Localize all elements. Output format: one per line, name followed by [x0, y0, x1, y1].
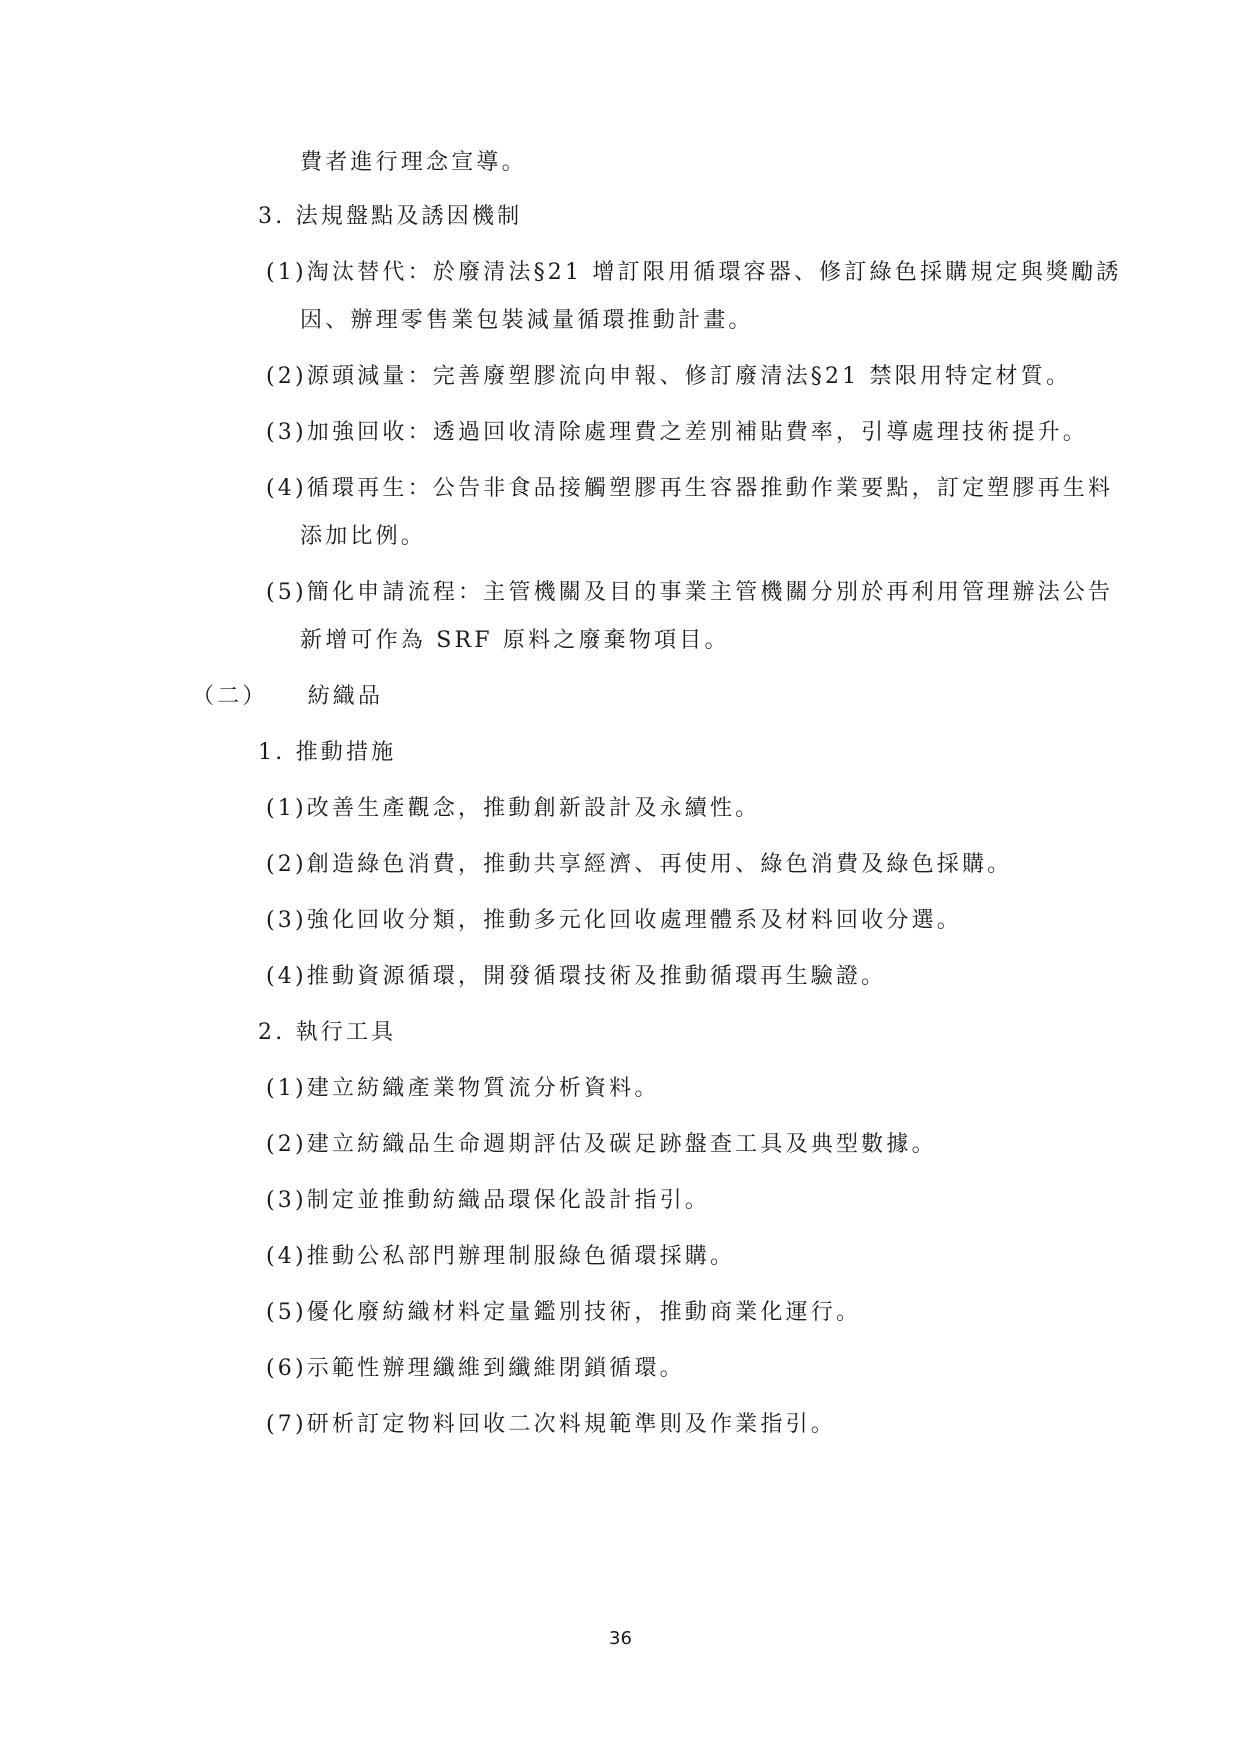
section-marker: （二） — [192, 684, 268, 709]
list-item: (5)優化廢紡織材料定量鑑別技術，推動商業化運行。 — [266, 1300, 862, 1325]
list-item: (1)改善生產觀念，推動創新設計及永續性。 — [266, 796, 761, 821]
list-item-continuation: 添加比例。 — [300, 524, 427, 549]
list-item: (4)循環再生：公告非食品接觸塑膠再生容器推動作業要點，訂定塑膠再生料 — [266, 476, 1114, 501]
list-item: (6)示範性辦理纖維到纖維閉鎖循環。 — [266, 1356, 685, 1381]
list-item: (2)建立紡織品生命週期評估及碳足跡盤查工具及典型數據。 — [266, 1132, 937, 1157]
page-number: 36 — [609, 1628, 632, 1649]
heading-tools: 2. 執行工具 — [258, 1020, 397, 1045]
heading-measures: 1. 推動措施 — [258, 740, 397, 765]
list-item: (3)加強回收：透過回收清除處理費之差別補貼費率，引導處理技術提升。 — [266, 420, 1088, 445]
list-item: (3)強化回收分類，推動多元化回收處理體系及材料回收分選。 — [266, 908, 962, 933]
list-item-continuation: 因、辦理零售業包裝減量循環推動計畫。 — [300, 308, 754, 333]
section-heading-textiles — [192, 682, 383, 712]
list-item-continuation: 新增可作為 SRF 原料之廢棄物項目。 — [300, 628, 730, 653]
list-item: (1)建立紡織產業物質流分析資料。 — [266, 1076, 660, 1101]
list-item: (1)淘汰替代：於廢清法§21 增訂限用循環容器、修訂綠色採購規定與獎勵誘 — [266, 260, 1122, 285]
section-title: 紡織品 — [307, 684, 384, 709]
list-item: (3)制定並推動紡織品環保化設計指引。 — [266, 1188, 710, 1213]
list-item: (4)推動公私部門辦理制服綠色循環採購。 — [266, 1244, 736, 1269]
list-item: (2)源頭減量：完善廢塑膠流向申報、修訂廢清法§21 禁限用特定材質。 — [266, 364, 1072, 389]
intro-continuation: 費者進行理念宣導。 — [300, 150, 527, 175]
heading-regulations: 3. 法規盤點及誘因機制 — [258, 204, 523, 229]
list-item: (7)研析訂定物料回收二次料規範準則及作業指引。 — [266, 1412, 836, 1437]
list-item: (5)簡化申請流程：主管機關及目的事業主管機關分別於再利用管理辦法公告 — [266, 580, 1114, 605]
list-item: (2)創造綠色消費，推動共享經濟、再使用、綠色消費及綠色採購。 — [266, 852, 1013, 877]
list-item: (4)推動資源循環，開發循環技術及推動循環再生驗證。 — [266, 964, 887, 989]
